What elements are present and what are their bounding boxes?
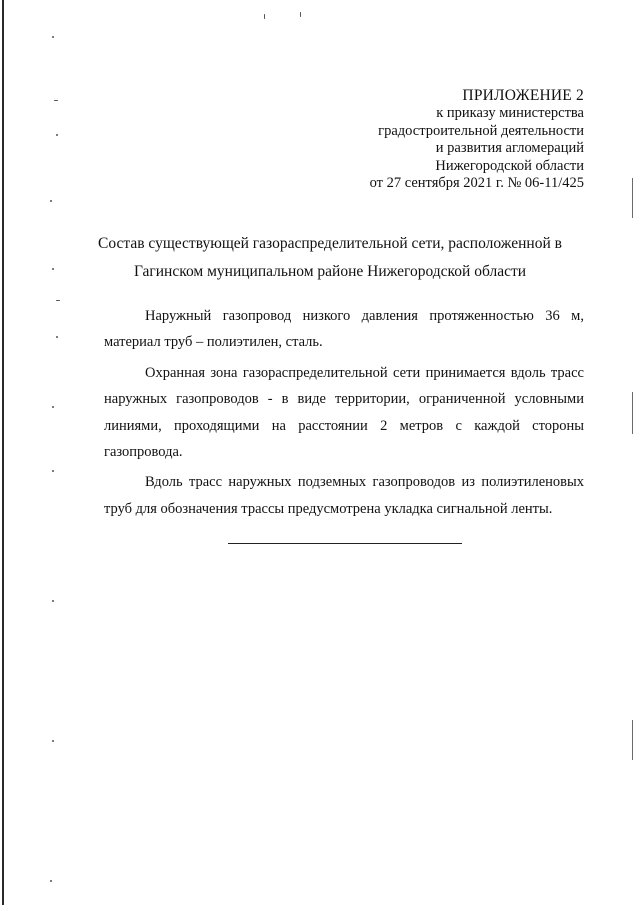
scan-speck — [50, 880, 52, 882]
body-paragraph: Вдоль трасс наружных подземных газопроводов из полиэтиленовых труб для обозначения трассы предусмотрена укладка сигнальной ленты. — [104, 474, 584, 517]
scan-speck — [52, 740, 54, 742]
appendix-line: к приказу министерства — [436, 105, 584, 121]
appendix-line: и развития агломераций — [435, 140, 584, 156]
document-body — [104, 303, 584, 526]
appendix-title: ПРИЛОЖЕНИЕ 2 — [462, 87, 584, 104]
scan-speck — [52, 406, 54, 408]
document-title-line-1: Состав существующей газораспределительной сети, расположенной в — [98, 235, 562, 252]
scan-speck — [56, 300, 60, 301]
scan-edge-right — [632, 392, 633, 434]
closing-divider — [228, 543, 462, 544]
appendix-header — [370, 86, 584, 193]
scan-speck — [264, 14, 265, 19]
scan-speck — [52, 600, 54, 602]
scan-speck — [52, 36, 54, 38]
scan-edge-right — [632, 178, 633, 218]
scan-edge-right — [632, 720, 633, 760]
scan-speck — [52, 470, 54, 472]
appendix-line: градостроительной деятельности — [378, 122, 584, 139]
document-title-line-2: Гагинском муниципальном районе Нижегородской области — [133, 263, 527, 280]
document-title — [90, 230, 570, 286]
scan-speck — [54, 100, 58, 101]
appendix-order-date: от 27 сентября 2021 г. № 06-11/425 — [369, 175, 584, 191]
body-paragraph: Охранная зона газораспределительной сети принимается вдоль трасс наружных газопроводов - в виде территории, ограниченной условными линиями, проходящими на расстоянии 2 метров с каждой стороны газопровода. — [104, 364, 584, 461]
scan-speck — [50, 200, 52, 202]
scan-speck — [300, 12, 301, 17]
body-paragraph: Наружный газопровод низкого давления протяженностью 36 м, материал труб – полиэтилен, сталь. — [104, 308, 584, 351]
scan-edge-left — [2, 0, 4, 905]
appendix-line: Нижегородской области — [435, 157, 584, 174]
scan-speck — [52, 268, 54, 270]
scan-speck — [56, 134, 58, 136]
scan-speck — [56, 336, 58, 338]
